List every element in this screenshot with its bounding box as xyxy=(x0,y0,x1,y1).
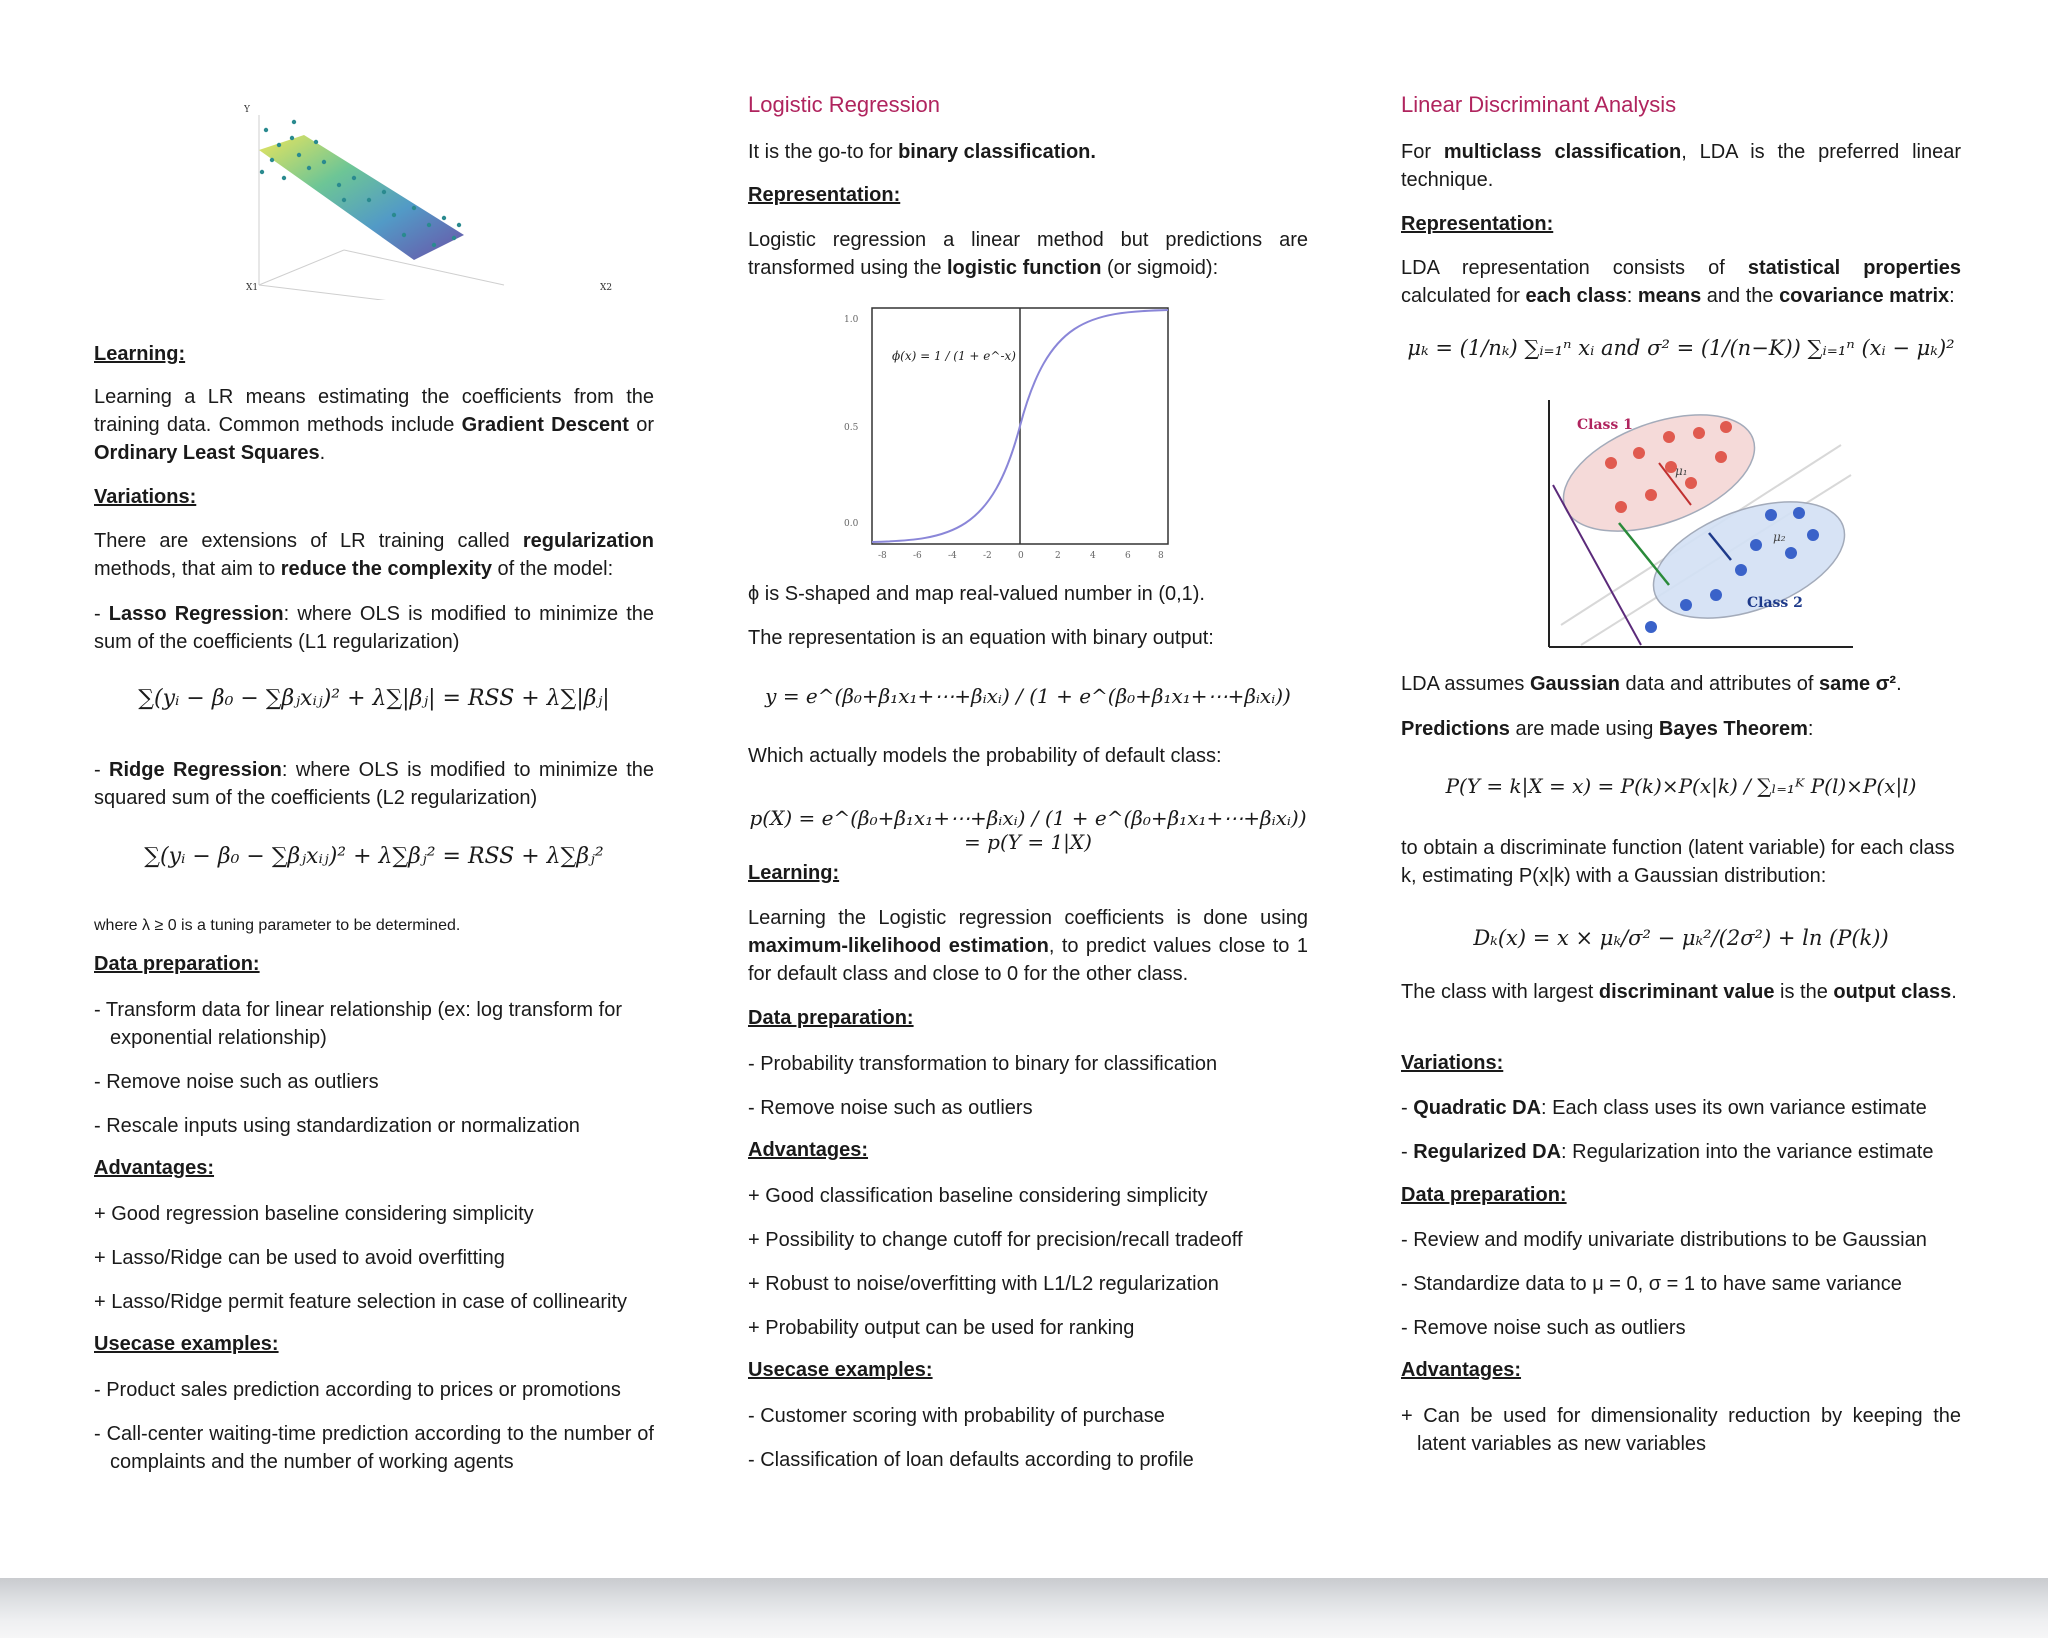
section-title: Logistic Regression xyxy=(748,92,940,117)
representation-heading: Representation: xyxy=(748,184,901,206)
class-1-label: Class 1 xyxy=(1577,417,1633,433)
advantages-heading: Advantages: xyxy=(1401,1359,1522,1381)
advantage-item: + Possibility to change cutoff for precision/recall tradeoff xyxy=(748,1229,1243,1251)
learning-text: Learning the Logistic regression coefficients is done using maximum-likelihood estimation, to predict values close to 1 for default class and close to 0 for the other class. xyxy=(748,907,1308,985)
output-text: The class with largest discriminant value is the output class. xyxy=(1401,981,1957,1003)
usecase-heading: Usecase examples: xyxy=(748,1359,933,1381)
x-tick-label: 4 xyxy=(1090,551,1096,561)
predictions-text: Predictions are made using Bayes Theorem: xyxy=(1401,718,1814,740)
sigmoid-formula-label: ϕ(x) = 1 / (1 + e^-x) xyxy=(892,349,1016,363)
assumes-text: LDA assumes Gaussian data and attributes of same σ². xyxy=(1401,673,1902,695)
variation-item: - Regularized DA: Regularization into the variance estimate xyxy=(1401,1141,1934,1163)
y-tick-label: 1.0 xyxy=(844,315,859,325)
data-prep-item: - Transform data for linear relationship (ex: log transform for exponential relationship) xyxy=(94,999,622,1049)
mu2-label: μ₂ xyxy=(1773,530,1786,544)
advantage-item: + Good regression baseline considering simplicity xyxy=(94,1203,534,1225)
learning-text: Learning a LR means estimating the coefficients from the training data. Common methods include Gradient Descent or Ordinary Least Squares. xyxy=(94,386,655,464)
intro-text: For multiclass classification, LDA is the preferred linear technique. xyxy=(1401,141,1961,191)
advantage-item: + Good classification baseline considering simplicity xyxy=(748,1185,1208,1207)
learning-heading: Learning: xyxy=(94,343,186,365)
models-text: Which actually models the probability of default class: xyxy=(748,745,1222,767)
advantages-heading: Advantages: xyxy=(748,1139,869,1161)
variation-item: - Quadratic DA: Each class uses its own variance estimate xyxy=(1401,1097,1927,1119)
usecase-item: - Customer scoring with probability of purchase xyxy=(748,1405,1165,1427)
variations-heading: Variations: xyxy=(94,486,197,508)
advantage-item: + Robust to noise/overfitting with L1/L2 regularization xyxy=(748,1273,1219,1295)
y-tick-label: 0.5 xyxy=(844,423,859,433)
data-prep-item: - Rescale inputs using standardization or normalization xyxy=(94,1115,580,1137)
data-prep-heading: Data preparation: xyxy=(1401,1184,1567,1206)
advantage-item: + Probability output can be used for ranking xyxy=(748,1317,1135,1339)
class-2-label: Class 2 xyxy=(1747,595,1803,611)
rep-equation-text: The representation is an equation with binary output: xyxy=(748,627,1214,649)
data-prep-item: - Remove noise such as outliers xyxy=(1401,1317,1686,1339)
usecase-item: - Product sales prediction according to prices or promotions xyxy=(94,1379,621,1401)
mean-variance-formula: μₖ = (1/nₖ) ∑ᵢ₌₁ⁿ xᵢ and σ² = (1/(n−K)) ∑ᵢ₌₁ⁿ (xᵢ − μₖ)² xyxy=(1407,336,1955,360)
lambda-note: where λ ≥ 0 is a tuning parameter to be determined. xyxy=(94,917,461,934)
representation-text: LDA representation consists of statistical properties calculated for each class: means and the covariance matrix: xyxy=(1401,257,1961,307)
advantages-heading: Advantages: xyxy=(94,1157,215,1179)
intro-text: It is the go-to for binary classification. xyxy=(748,141,1096,163)
x-tick-label: 6 xyxy=(1125,551,1131,561)
data-prep-item: - Remove noise such as outliers xyxy=(748,1097,1033,1119)
axis-label-y: Y xyxy=(244,105,250,115)
regression-plane-figure xyxy=(244,100,624,300)
data-prep-item: - Review and modify univariate distributions to be Gaussian xyxy=(1401,1229,1927,1251)
dk-formula: Dₖ(x) = x × μₖ/σ² − μₖ²/(2σ²) + ln (P(k)) xyxy=(1473,926,1889,950)
axis-label-x2: X2 xyxy=(600,283,613,293)
p-equation: p(X) = e^(β₀+β₁x₁+⋯+βᵢxᵢ) / (1 + e^(β₀+β₁x₁+⋯+βᵢxᵢ)) = p(Y = 1|X) xyxy=(749,806,1307,854)
usecase-item: - Classification of loan defaults according to profile xyxy=(748,1449,1194,1471)
x-tick-label: 2 xyxy=(1055,551,1061,561)
data-prep-item: - Probability transformation to binary for classification xyxy=(748,1053,1218,1075)
data-prep-heading: Data preparation: xyxy=(748,1007,914,1029)
data-prep-item: - Remove noise such as outliers xyxy=(94,1071,379,1093)
x-tick-label: 8 xyxy=(1158,551,1164,561)
x-tick-label: -8 xyxy=(878,551,887,561)
x-tick-label: -6 xyxy=(913,551,922,561)
representation-text: Logistic regression a linear method but predictions are transformed using the logistic function (or sigmoid): xyxy=(748,229,1308,279)
y-tick-label: 0.0 xyxy=(844,519,859,529)
variations-heading: Variations: xyxy=(1401,1052,1504,1074)
x-tick-label: -2 xyxy=(983,551,992,561)
usecase-item: - Call-center waiting-time prediction according to the number of complaints and the number of working agents xyxy=(94,1423,654,1473)
advantage-item: + Lasso/Ridge can be used to avoid overfitting xyxy=(94,1247,505,1269)
advantage-item: + Can be used for dimensionality reduction by keeping the latent variables as new variables xyxy=(1401,1405,1961,1455)
learning-heading: Learning: xyxy=(748,862,840,884)
representation-heading: Representation: xyxy=(1401,213,1554,235)
data-prep-heading: Data preparation: xyxy=(94,953,260,975)
discriminate-text: to obtain a discriminate function (latent variable) for each class k, estimating P(x|k) with a Gaussian distribution: xyxy=(1401,837,1955,887)
usecase-heading: Usecase examples: xyxy=(94,1333,279,1355)
page-bottom-shadow xyxy=(0,1578,2048,1638)
x-tick-label: -4 xyxy=(948,551,957,561)
lasso-formula: ∑(yᵢ − β₀ − ∑βⱼxᵢⱼ)² + λ∑|βⱼ| = RSS + λ∑|βⱼ| xyxy=(138,686,610,711)
ridge-formula: ∑(yᵢ − β₀ − ∑βⱼxᵢⱼ)² + λ∑βⱼ² = RSS + λ∑βⱼ² xyxy=(144,844,604,869)
variations-text: There are extensions of LR training called regularization methods, that aim to reduce the complexity of the model: xyxy=(94,530,654,580)
mu1-label: μ₁ xyxy=(1675,464,1688,478)
ridge-text: - Ridge Regression: where OLS is modified to minimize the squared sum of the coefficients (L2 regularization) xyxy=(94,759,654,809)
advantage-item: + Lasso/Ridge permit feature selection in case of collinearity xyxy=(94,1291,628,1313)
sigmoid-chart xyxy=(842,302,1178,572)
bayes-formula: P(Y = k|X = x) = P(k)×P(x|k) / ∑ₗ₌₁ᴷ P(l)×P(x|l) xyxy=(1445,774,1917,798)
data-prep-item: - Standardize data to μ = 0, σ = 1 to have same variance xyxy=(1401,1273,1902,1295)
phi-text: ϕ is S-shaped and map real-valued number in (0,1). xyxy=(748,583,1205,605)
section-title: Linear Discriminant Analysis xyxy=(1401,92,1677,117)
axis-label-x1: X1 xyxy=(246,283,259,293)
y-equation: y = e^(β₀+β₁x₁+⋯+βᵢxᵢ) / (1 + e^(β₀+β₁x₁+⋯+βᵢxᵢ)) xyxy=(765,684,1291,708)
x-tick-label: 0 xyxy=(1018,551,1024,561)
lda-class-figure xyxy=(1541,395,1861,665)
lasso-text: - Lasso Regression: where OLS is modified to minimize the sum of the coefficients (L1 regularization) xyxy=(94,603,654,653)
